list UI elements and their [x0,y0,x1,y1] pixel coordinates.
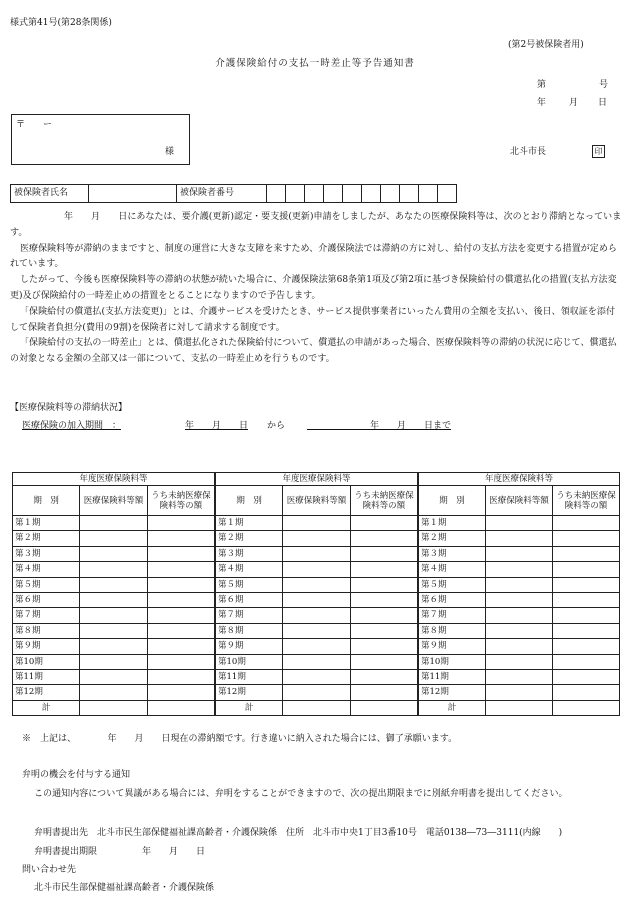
amount-cell [283,623,350,638]
table-row [419,654,620,669]
document-title: 介護保険給付の支払一時差止等予告通知書 [215,58,415,69]
period-label: 第９期 [419,639,486,654]
table-row [13,669,215,684]
period-label: 第10期 [13,654,80,669]
period-label: 第３期 [13,546,80,561]
unpaid-cell [350,700,417,715]
unpaid-cell [553,623,620,638]
table-row [13,516,215,531]
body-paragraph-3: したがって、今後も医療保険料等の滞納の状態が続いた場合に、介護保険法第68条第1項及び第2項に基づき保険給付の償還払化の措置(支払方法変更)及び保険給付の一時差止めの措置をとることになりますので予告します。 [10,275,617,301]
amount-cell [80,685,147,700]
amount-cell [486,654,553,669]
unpaid-cell [147,623,214,638]
period-label: 第７期 [216,608,283,623]
amount-cell [80,700,147,715]
table-row [216,592,418,607]
table-row [13,623,215,638]
unpaid-cell [553,531,620,546]
table-row [419,685,620,700]
insured-number-digit [305,185,324,203]
unpaid-cell [553,546,620,561]
arrears-heading: 【医療保険料等の滞納状況】 [10,403,128,413]
unpaid-cell [350,516,417,531]
coverage-period-label: 医療保険の加入期間 ： [22,421,122,431]
col-amount-header: 医療保険料等額 [80,486,147,516]
table-row [419,516,620,531]
table-row [419,700,620,715]
amount-cell [80,639,147,654]
period-label: 第10期 [419,654,486,669]
table-row [216,608,418,623]
amount-cell [486,608,553,623]
unpaid-cell [147,592,214,607]
arrears-note: ※ 上記は、 年 月 日現在の滞納額です。行き違いに納入された場合には、御了承願います。 [22,734,458,744]
insured-number-digit [381,185,400,203]
amount-cell [486,623,553,638]
amount-cell [283,669,350,684]
amount-cell [80,531,147,546]
unpaid-cell [553,516,620,531]
table-row [216,562,418,577]
table-row [216,669,418,684]
unpaid-cell [350,654,417,669]
table-row [216,654,418,669]
contact-info: 北斗市民生部保健福祉課高齢者・介護保険係 [34,883,215,893]
table-row [419,592,620,607]
form-type: (第2号被保険者用) [508,40,584,50]
amount-cell [80,654,147,669]
unpaid-cell [147,516,214,531]
table-row [419,639,620,654]
col-period-header: 期 別 [216,486,283,516]
address-box [11,114,190,165]
amount-cell [80,608,147,623]
fee-table-2 [215,472,418,716]
table-row [13,562,215,577]
unpaid-cell [350,531,417,546]
unpaid-cell [147,685,214,700]
period-label: 第１期 [419,516,486,531]
defense-submit-to: 弁明書提出先 北斗市民生部保健福祉課高齢者・介護保険係 住所 北斗市中央1丁目3番10号 電話0138―73―3111(内線 ) [34,828,563,838]
insured-number-digit [400,185,419,203]
fee-table-3 [418,472,620,716]
body-paragraph-1: 年 月 日にあなたは、要介護(更新)認定・要支援(更新)申請をしましたが、あなたの医療保険料等は、次のとおり滞納となっています。 [10,212,622,238]
amount-cell [486,669,553,684]
table-row [13,531,215,546]
period-label: 第４期 [13,562,80,577]
period-label: 第９期 [216,639,283,654]
unpaid-cell [350,669,417,684]
insured-number-label: 被保険者番号 [177,185,267,203]
table-row [13,639,215,654]
period-label: 第５期 [13,577,80,592]
addressee-honorific: 様 [165,147,175,157]
col-amount-header: 医療保険料等額 [486,486,553,516]
col-period-header: 期 別 [13,486,80,516]
period-label: 第９期 [13,639,80,654]
period-label: 第８期 [13,623,80,638]
table-row [216,516,418,531]
table-row [13,654,215,669]
issue-day-label: 日 [598,98,608,108]
amount-cell [283,562,350,577]
amount-cell [283,608,350,623]
col-amount-header: 医療保険料等額 [283,486,350,516]
amount-cell [283,577,350,592]
amount-cell [283,516,350,531]
insured-number-digit [362,185,381,203]
amount-cell [283,531,350,546]
table-row [419,546,620,561]
period-label: 第２期 [419,531,486,546]
unpaid-cell [147,700,214,715]
unpaid-cell [350,639,417,654]
period-label: 第３期 [419,546,486,561]
period-label: 第１期 [216,516,283,531]
period-label: 第６期 [216,592,283,607]
unpaid-cell [147,531,214,546]
table-row [419,531,620,546]
period-label: 第11期 [13,669,80,684]
insured-name-label: 被保険者氏名 [11,185,89,203]
period-label: 第１期 [13,516,80,531]
unpaid-cell [553,685,620,700]
unpaid-cell [350,623,417,638]
table-row [13,685,215,700]
table-row [13,577,215,592]
amount-cell [283,700,350,715]
body-paragraph-2: 医療保険料等が滞納のままですと、制度の運営に大きな支障を来すため、介護保険法では滞納の方に対し、給付の支払方法を変更する措置が定められています。 [10,243,617,270]
amount-cell [80,546,147,561]
unpaid-cell [350,577,417,592]
year-header: 年度医療保険料等 [216,473,418,486]
table-row [419,577,620,592]
table-row [419,623,620,638]
amount-cell [283,546,350,561]
period-label: 第８期 [419,623,486,638]
amount-cell [486,531,553,546]
unpaid-cell [147,639,214,654]
defense-deadline: 弁明書提出期限 年 月 日 [34,847,206,857]
year-header: 年度医療保険料等 [419,473,620,486]
postal-code-field: 〒 ー [16,120,53,130]
period-label: 第12期 [13,685,80,700]
table-row [419,608,620,623]
table-row [216,546,418,561]
amount-cell [486,639,553,654]
period-label: 第２期 [216,531,283,546]
contact-label: 問い合わせ先 [22,865,77,875]
coverage-period-to-text: 年 月 日まで [370,421,452,431]
table-row [216,639,418,654]
unpaid-cell [350,592,417,607]
period-label: 第８期 [216,623,283,638]
unpaid-cell [553,592,620,607]
year-header: 年度医療保険料等 [13,473,215,486]
insured-number-digit [286,185,305,203]
period-label: 第７期 [13,608,80,623]
amount-cell [80,577,147,592]
period-label: 第12期 [216,685,283,700]
insured-number-digit [324,185,343,203]
unpaid-cell [147,654,214,669]
table-row [216,623,418,638]
fee-table-1 [12,472,215,716]
col-unpaid-header: うち未納医療保険料等の額 [147,486,214,516]
table-row [13,546,215,561]
unpaid-cell [553,654,620,669]
period-label: 第６期 [13,592,80,607]
amount-cell [486,592,553,607]
insured-number-digit [438,185,457,203]
unpaid-cell [553,669,620,684]
amount-cell [80,623,147,638]
period-label: 第２期 [13,531,80,546]
seal-mark: 印 [592,145,605,158]
period-label: 計 [13,700,80,715]
issuer-name: 北斗市長 [510,147,547,157]
unpaid-cell [553,577,620,592]
coverage-period-from: 年 月 日 [185,421,249,431]
period-label: 第10期 [216,654,283,669]
period-label: 第７期 [419,608,486,623]
table-row [13,700,215,715]
unpaid-cell [147,562,214,577]
unpaid-cell [147,608,214,623]
issuer-seal [592,145,605,158]
unpaid-cell [553,608,620,623]
coverage-period-kara: から [267,421,286,431]
table-row [216,531,418,546]
period-label: 第12期 [419,685,486,700]
col-period-header: 期 別 [419,486,486,516]
unpaid-cell [553,639,620,654]
table-row [216,700,418,715]
amount-cell [283,685,350,700]
table-row [13,592,215,607]
period-label: 第11期 [419,669,486,684]
amount-cell [486,516,553,531]
amount-cell [486,685,553,700]
coverage-period-to [307,421,452,432]
table-row [216,685,418,700]
unpaid-cell [147,669,214,684]
insured-name-field [89,185,177,203]
period-label: 第11期 [216,669,283,684]
period-label: 第３期 [216,546,283,561]
unpaid-cell [147,546,214,561]
body-paragraph-4: 「保険給付の償還払(支払方法変更)」とは、介護サービスを受けたとき、サービス提供事業者にいったん費用の全額を支払い、後日、領収証を添付して保険者負担分(費用の9割)を保険者に対して請求する制度です。 [10,306,616,333]
issue-year-label: 年 [537,98,547,108]
period-label: 第４期 [216,562,283,577]
period-label: 計 [216,700,283,715]
doc-number-label: 第 [537,80,547,90]
amount-cell [283,639,350,654]
col-unpaid-header: うち未納医療保険料等の額 [553,486,620,516]
notice-body [10,210,622,368]
defense-heading: 弁明の機会を付与する通知 [22,770,131,780]
table-row [419,562,620,577]
amount-cell [80,562,147,577]
amount-cell [80,516,147,531]
unpaid-cell [147,577,214,592]
unpaid-cell [350,608,417,623]
body-paragraph-5: 「保険給付の支払の一時差止」とは、償還払化された保険給付について、償還払の申請があった場合、医療保険料等の滞納の状況に応じて、償還払の対象となる金額の全部又は一部について、支払の一時差止めを行うものです。 [10,338,617,365]
issue-month-label: 月 [569,98,579,108]
amount-cell [80,592,147,607]
defense-text: この通知内容について異議がある場合には、弁明をすることができますので、次の提出期限までに別紙弁明書を提出してください。 [34,789,568,799]
amount-cell [283,654,350,669]
table-row [13,608,215,623]
amount-cell [486,577,553,592]
amount-cell [486,546,553,561]
table-row [216,577,418,592]
insured-number-digit [343,185,362,203]
table-row [419,669,620,684]
doc-number-suffix: 号 [599,80,609,90]
col-unpaid-header: うち未納医療保険料等の額 [350,486,417,516]
period-label: 計 [419,700,486,715]
insured-info-table [10,184,457,203]
amount-cell [80,669,147,684]
unpaid-cell [350,562,417,577]
amount-cell [486,562,553,577]
unpaid-cell [350,546,417,561]
period-label: 第５期 [419,577,486,592]
amount-cell [283,592,350,607]
form-number: 様式第41号(第28条関係) [10,18,112,28]
period-label: 第６期 [419,592,486,607]
insured-number-digit [267,185,286,203]
unpaid-cell [553,562,620,577]
insured-number-digit [419,185,438,203]
unpaid-cell [350,685,417,700]
unpaid-cell [553,700,620,715]
period-label: 第５期 [216,577,283,592]
amount-cell [486,700,553,715]
period-label: 第４期 [419,562,486,577]
